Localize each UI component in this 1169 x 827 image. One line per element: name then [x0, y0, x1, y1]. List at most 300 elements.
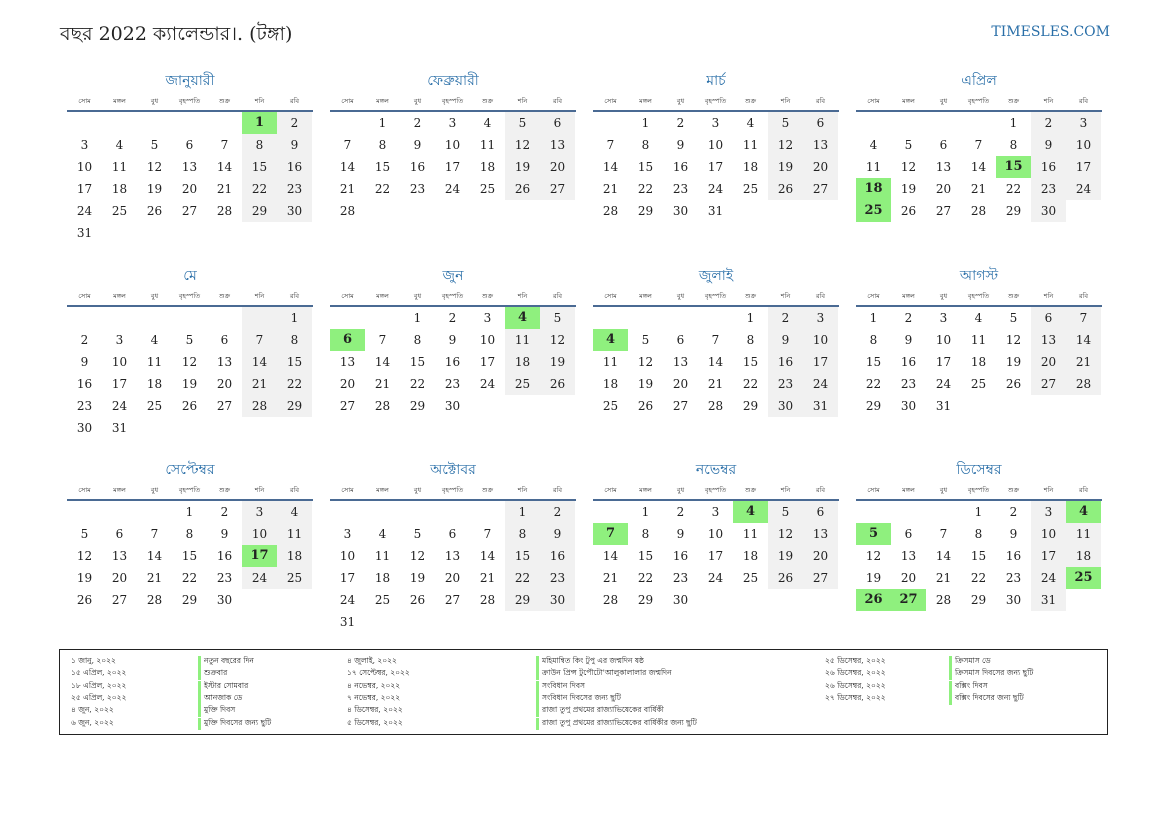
legend-row [825, 681, 1033, 693]
day-cell: 26 [900, 204, 917, 218]
weekday-label: মঙ্গল [639, 292, 652, 300]
day-cell: 24 [1031, 567, 1066, 589]
day-cell: 15 [242, 156, 277, 178]
day-cell: 4 [483, 116, 492, 130]
weekday-label: বুধ [413, 97, 422, 105]
day-cell: 13 [111, 549, 128, 563]
day-cell: 21 [935, 571, 952, 585]
day-cell: 8 [869, 333, 878, 347]
day-cell: 4 [505, 307, 540, 329]
empty-day-cell [330, 501, 365, 523]
day-cell: 5 [641, 333, 650, 347]
day-cell: 9 [1009, 527, 1018, 541]
day-cell: 17 [339, 571, 356, 585]
day-cell: 21 [374, 377, 391, 391]
empty-day-cell [365, 501, 400, 523]
empty-day-cell [435, 501, 470, 523]
weekday-label: শনি [780, 486, 791, 494]
month-block [67, 265, 313, 439]
day-cell: 7 [939, 527, 948, 541]
weekday-label: সোম [78, 292, 91, 300]
day-cell: 26 [856, 589, 891, 611]
weekday-label: রবি [1078, 97, 1089, 105]
holiday-name: ক্রাউন প্রিন্স টুপৌটো'আলুকালালার জন্মদিন [536, 668, 672, 680]
day-cell: 29 [409, 399, 426, 413]
weekday-label: সোম [78, 486, 91, 494]
holiday-name: আনজাক ডে [198, 693, 242, 705]
day-cell: 31 [707, 204, 724, 218]
day-cell: 10 [339, 549, 356, 563]
weekday-label: মঙ্গল [639, 97, 652, 105]
day-cell: 6 [540, 112, 575, 134]
day-cell: 22 [181, 571, 198, 585]
day-cell: 17 [76, 182, 93, 196]
empty-day-cell [102, 307, 137, 329]
day-cell: 9 [676, 527, 685, 541]
day-grid [593, 501, 839, 611]
day-cell: 29 [865, 399, 882, 413]
weekday-label: বুধ [150, 486, 159, 494]
month-block [593, 459, 839, 611]
day-cell: 27 [540, 178, 575, 200]
day-cell: 20 [803, 156, 838, 178]
site-link[interactable]: TIMESLES.COM [991, 24, 1110, 40]
holiday-legend [59, 649, 1108, 735]
legend-row [71, 705, 271, 717]
holiday-date: ৬ জুন, ২০২২ [71, 717, 114, 727]
holiday-name: বক্সিং দিবস [949, 681, 988, 693]
day-cell: 1 [869, 311, 878, 325]
day-cell: 23 [540, 567, 575, 589]
month-name: জুন [442, 268, 464, 284]
day-cell: 9 [768, 329, 803, 351]
day-cell: 22 [865, 377, 882, 391]
day-cell: 3 [448, 116, 457, 130]
day-cell: 8 [242, 134, 277, 156]
day-cell: 12 [1005, 333, 1022, 347]
legend-row [347, 681, 697, 693]
day-cell: 22 [374, 182, 391, 196]
weekday-label: বৃহস্পতি [178, 97, 201, 105]
day-cell: 10 [242, 523, 277, 545]
month-name: জুলাই [698, 268, 734, 284]
day-cell: 19 [768, 156, 803, 178]
day-cell: 24 [707, 571, 724, 585]
day-cell: 29 [181, 593, 198, 607]
day-cell: 2 [1009, 505, 1018, 519]
day-cell: 1 [242, 112, 277, 134]
weekday-label: শুক্র [744, 292, 757, 300]
day-cell: 30 [672, 593, 689, 607]
holiday-name: নতুন বছরের দিন [198, 656, 254, 668]
day-cell: 7 [483, 527, 492, 541]
day-cell: 21 [970, 182, 987, 196]
weekday-label: মঙ্গল [902, 97, 915, 105]
day-cell: 14 [1066, 329, 1101, 351]
weekday-header [67, 92, 313, 112]
day-cell: 12 [76, 549, 93, 563]
month-name: এপ্রিল [961, 73, 997, 89]
day-cell: 4 [974, 311, 983, 325]
day-cell: 21 [216, 182, 233, 196]
day-cell: 23 [76, 399, 93, 413]
day-cell: 11 [479, 138, 496, 152]
day-cell: 16 [1031, 156, 1066, 178]
day-cell: 9 [413, 138, 422, 152]
day-cell: 15 [637, 160, 654, 174]
weekday-label: মঙ্গল [902, 292, 915, 300]
day-cell: 12 [637, 355, 654, 369]
holiday-date: ৪ নভেম্বর, ২০২২ [347, 680, 401, 690]
day-cell: 12 [900, 160, 917, 174]
day-cell: 17 [935, 355, 952, 369]
day-cell: 18 [856, 178, 891, 200]
weekday-label: রবি [552, 292, 563, 300]
weekday-label: শুক্র [1007, 486, 1020, 494]
month-block [67, 70, 313, 244]
day-cell: 28 [242, 395, 277, 417]
day-cell: 20 [216, 377, 233, 391]
day-cell: 23 [900, 377, 917, 391]
day-cell: 16 [409, 160, 426, 174]
day-cell: 18 [505, 351, 540, 373]
day-cell: 24 [935, 377, 952, 391]
day-cell: 25 [742, 571, 759, 585]
legend-row [347, 668, 697, 680]
day-cell: 2 [904, 311, 913, 325]
day-cell: 16 [768, 351, 803, 373]
day-cell: 20 [1031, 351, 1066, 373]
day-cell: 9 [1031, 134, 1066, 156]
month-block [330, 70, 576, 222]
weekday-label: শুক্র [218, 97, 231, 105]
day-cell: 14 [602, 549, 619, 563]
weekday-label: সোম [341, 292, 354, 300]
holiday-name: মুক্তি দিবসের জন্য ছুটি [198, 718, 271, 730]
day-cell: 21 [602, 182, 619, 196]
day-cell: 20 [444, 571, 461, 585]
legend-row [347, 693, 697, 705]
legend-row [825, 656, 1033, 668]
day-cell: 8 [378, 138, 387, 152]
day-cell: 27 [935, 204, 952, 218]
day-cell: 1 [974, 505, 983, 519]
day-cell: 17 [479, 355, 496, 369]
day-cell: 29 [1005, 204, 1022, 218]
weekday-label: বুধ [939, 292, 948, 300]
day-cell: 16 [444, 355, 461, 369]
weekday-header [856, 481, 1102, 501]
day-cell: 4 [277, 501, 312, 523]
weekday-label: বৃহস্পতি [178, 292, 201, 300]
day-cell: 24 [707, 182, 724, 196]
day-cell: 18 [970, 355, 987, 369]
day-cell: 24 [444, 182, 461, 196]
empty-day-cell [856, 112, 891, 134]
day-cell: 14 [602, 160, 619, 174]
empty-day-cell [172, 112, 207, 134]
day-cell: 11 [505, 329, 540, 351]
day-cell: 18 [742, 549, 759, 563]
day-cell: 30 [1031, 200, 1066, 222]
weekday-label: সোম [604, 292, 617, 300]
day-cell: 17 [444, 160, 461, 174]
day-cell: 13 [935, 160, 952, 174]
weekday-label: বুধ [676, 292, 685, 300]
day-grid [330, 501, 576, 633]
day-cell: 11 [970, 333, 987, 347]
weekday-label: রবি [815, 486, 826, 494]
day-cell: 26 [76, 593, 93, 607]
day-cell: 1 [641, 116, 650, 130]
empty-day-cell [137, 307, 172, 329]
day-cell: 16 [216, 549, 233, 563]
day-cell: 12 [768, 134, 803, 156]
day-cell: 24 [803, 373, 838, 395]
holiday-name: ক্রিসমাস দিবসের জন্য ছুটি [949, 668, 1033, 680]
legend-column [347, 656, 697, 730]
day-cell: 7 [593, 523, 628, 545]
day-cell: 5 [185, 333, 194, 347]
day-cell: 22 [970, 571, 987, 585]
day-cell: 3 [1066, 112, 1101, 134]
day-cell: 27 [339, 399, 356, 413]
day-cell: 18 [277, 545, 312, 567]
day-cell: 10 [479, 333, 496, 347]
weekday-header [856, 287, 1102, 307]
day-cell: 22 [242, 178, 277, 200]
day-cell: 25 [505, 373, 540, 395]
empty-day-cell [593, 307, 628, 329]
weekday-label: শনি [1043, 292, 1054, 300]
day-cell: 25 [856, 200, 891, 222]
day-cell: 27 [216, 399, 233, 413]
weekday-label: শনি [254, 486, 265, 494]
day-cell: 12 [146, 160, 163, 174]
empty-day-cell [663, 307, 698, 329]
day-cell: 16 [672, 549, 689, 563]
day-cell: 14 [339, 160, 356, 174]
day-cell: 2 [540, 501, 575, 523]
day-cell: 23 [672, 571, 689, 585]
day-cell: 5 [768, 501, 803, 523]
day-cell: 12 [540, 329, 575, 351]
weekday-label: শনি [1043, 486, 1054, 494]
day-cell: 31 [76, 226, 93, 240]
day-cell: 15 [374, 160, 391, 174]
day-cell: 18 [742, 160, 759, 174]
day-grid [856, 307, 1102, 417]
day-cell: 7 [378, 333, 387, 347]
day-cell: 7 [1066, 307, 1101, 329]
holiday-date: ৫ ডিসেম্বর, ২০২২ [347, 717, 403, 727]
weekday-label: বুধ [939, 486, 948, 494]
day-cell: 30 [900, 399, 917, 413]
day-cell: 11 [742, 138, 759, 152]
day-cell: 10 [803, 329, 838, 351]
day-cell: 21 [707, 377, 724, 391]
day-cell: 15 [970, 549, 987, 563]
day-cell: 17 [1031, 545, 1066, 567]
month-name: সেপ্টেম্বর [165, 462, 215, 478]
empty-day-cell [593, 501, 628, 523]
day-cell: 21 [146, 571, 163, 585]
day-grid [67, 501, 313, 611]
day-cell: 4 [378, 527, 387, 541]
day-cell: 11 [1066, 523, 1101, 545]
day-cell: 10 [76, 160, 93, 174]
day-cell: 31 [339, 615, 356, 629]
day-cell: 26 [637, 399, 654, 413]
weekday-label: শুক্র [1007, 97, 1020, 105]
empty-day-cell [137, 112, 172, 134]
day-cell: 30 [672, 204, 689, 218]
day-cell: 15 [505, 545, 540, 567]
month-name: অক্টোবর [430, 462, 476, 478]
day-cell: 24 [1066, 178, 1101, 200]
day-cell: 22 [637, 571, 654, 585]
weekday-label: বৃহস্পতি [967, 97, 990, 105]
weekday-label: শনি [517, 292, 528, 300]
empty-day-cell [137, 501, 172, 523]
month-name: নভেম্বর [695, 462, 737, 478]
empty-day-cell [365, 307, 400, 329]
day-cell: 30 [1005, 593, 1022, 607]
day-cell: 22 [409, 377, 426, 391]
day-cell: 10 [111, 355, 128, 369]
day-cell: 1 [746, 311, 755, 325]
day-cell: 8 [413, 333, 422, 347]
day-cell: 7 [711, 333, 720, 347]
day-cell: 26 [540, 373, 575, 395]
day-cell: 19 [637, 377, 654, 391]
weekday-label: রবি [815, 292, 826, 300]
day-cell: 8 [641, 138, 650, 152]
weekday-label: শুক্র [481, 292, 494, 300]
day-cell: 9 [540, 523, 575, 545]
day-cell: 20 [181, 182, 198, 196]
day-cell: 24 [479, 377, 496, 391]
day-cell: 6 [676, 333, 685, 347]
day-cell: 29 [742, 399, 759, 413]
holiday-date: ২৬ ডিসেম্বর, ২০২২ [825, 668, 886, 678]
day-cell: 25 [277, 567, 312, 589]
day-cell: 19 [768, 545, 803, 567]
day-grid [67, 307, 313, 439]
day-cell: 3 [80, 138, 89, 152]
weekday-label: বৃহস্পতি [441, 292, 464, 300]
day-cell: 10 [1066, 134, 1101, 156]
day-cell: 26 [768, 567, 803, 589]
day-cell: 24 [242, 567, 277, 589]
day-cell: 13 [803, 523, 838, 545]
weekday-label: বৃহস্পতি [441, 97, 464, 105]
day-cell: 9 [80, 355, 89, 369]
day-cell: 8 [974, 527, 983, 541]
day-cell: 22 [1005, 182, 1022, 196]
day-cell: 1 [277, 307, 312, 329]
day-cell: 8 [277, 329, 312, 351]
day-cell: 30 [768, 395, 803, 417]
day-cell: 21 [479, 571, 496, 585]
day-cell: 6 [185, 138, 194, 152]
month-block [856, 459, 1102, 611]
day-cell: 20 [803, 545, 838, 567]
day-cell: 24 [76, 204, 93, 218]
empty-day-cell [102, 112, 137, 134]
day-cell: 25 [742, 182, 759, 196]
day-cell: 6 [803, 112, 838, 134]
day-cell: 31 [803, 395, 838, 417]
day-cell: 23 [409, 182, 426, 196]
weekday-header [330, 92, 576, 112]
day-grid [330, 112, 576, 222]
day-cell: 15 [742, 355, 759, 369]
day-cell: 14 [970, 160, 987, 174]
month-block [330, 459, 576, 633]
day-cell: 17 [242, 545, 277, 567]
day-cell: 11 [865, 160, 882, 174]
day-cell: 14 [242, 351, 277, 373]
day-cell: 18 [479, 160, 496, 174]
day-cell: 28 [935, 593, 952, 607]
empty-day-cell [926, 501, 961, 523]
day-cell: 23 [768, 373, 803, 395]
day-cell: 2 [413, 116, 422, 130]
day-cell: 13 [803, 134, 838, 156]
day-cell: 8 [641, 527, 650, 541]
legend-column [71, 656, 271, 730]
weekday-label: শুক্র [218, 486, 231, 494]
month-name: মার্চ [706, 73, 726, 89]
day-cell: 27 [181, 204, 198, 218]
day-cell: 4 [593, 329, 628, 351]
day-cell: 22 [742, 377, 759, 391]
day-cell: 13 [672, 355, 689, 369]
day-cell: 5 [413, 527, 422, 541]
day-cell: 27 [672, 399, 689, 413]
holiday-date: ১ জানু, ২০২২ [71, 656, 116, 666]
empty-day-cell [926, 112, 961, 134]
weekday-label: মঙ্গল [902, 486, 915, 494]
day-cell: 19 [540, 351, 575, 373]
day-cell: 18 [1066, 545, 1101, 567]
empty-day-cell [628, 307, 663, 329]
day-cell: 31 [935, 399, 952, 413]
day-cell: 11 [111, 160, 128, 174]
day-cell: 26 [768, 178, 803, 200]
day-cell: 4 [746, 116, 755, 130]
month-name: মে [183, 268, 197, 284]
weekday-label: সোম [867, 97, 880, 105]
day-cell: 24 [339, 593, 356, 607]
day-cell: 27 [111, 593, 128, 607]
empty-day-cell [891, 112, 926, 134]
day-cell: 10 [707, 138, 724, 152]
holiday-date: ৪ জুলাই, ২০২২ [347, 656, 397, 666]
day-cell: 12 [768, 523, 803, 545]
day-cell: 29 [970, 593, 987, 607]
day-cell: 20 [672, 377, 689, 391]
day-cell: 27 [803, 567, 838, 589]
day-cell: 16 [672, 160, 689, 174]
day-cell: 19 [146, 182, 163, 196]
day-cell: 15 [181, 549, 198, 563]
weekday-label: মঙ্গল [376, 97, 389, 105]
day-cell: 19 [865, 571, 882, 585]
day-cell: 3 [343, 527, 352, 541]
day-cell: 2 [220, 505, 229, 519]
